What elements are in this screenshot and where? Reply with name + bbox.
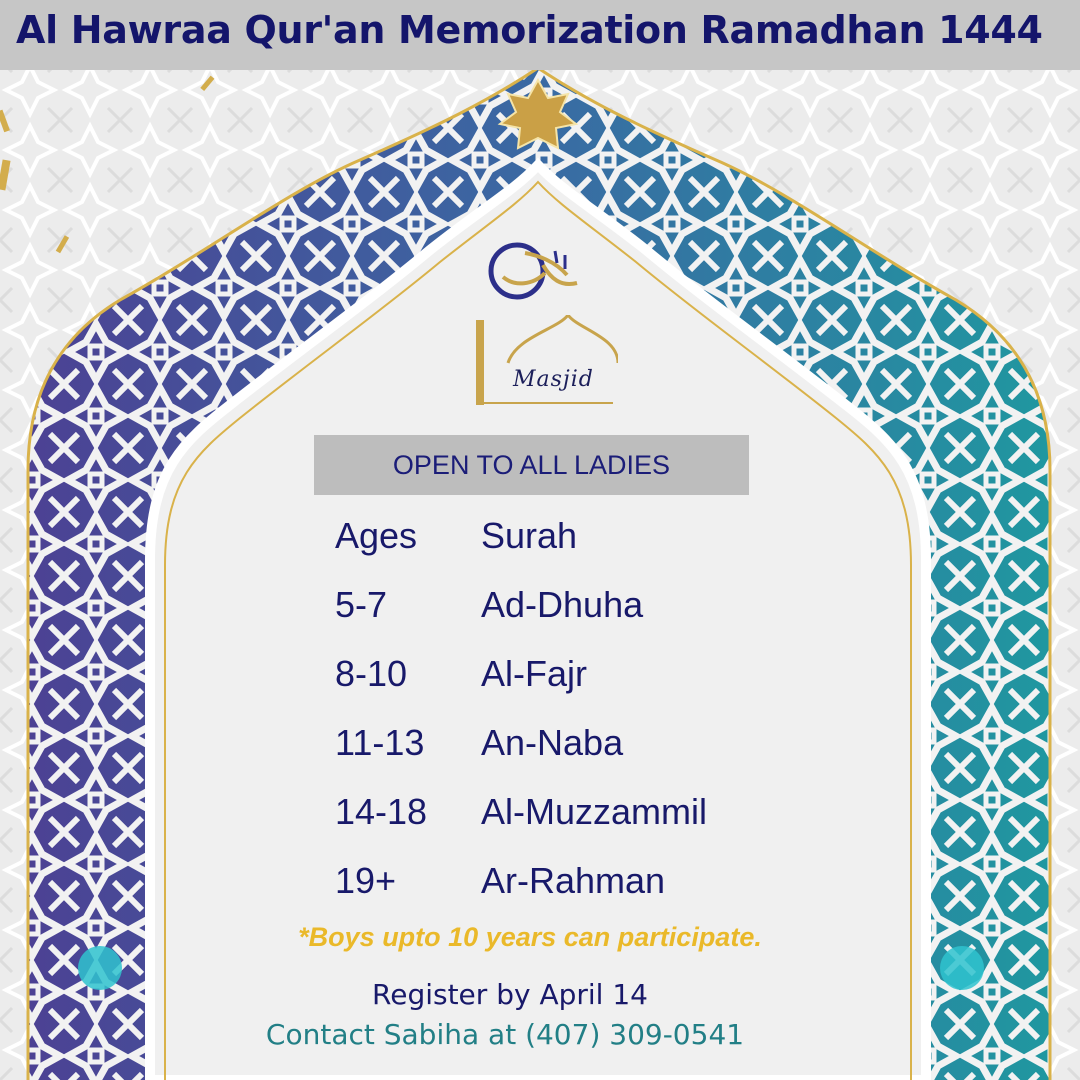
- banner-label: OPEN TO ALL LADIES: [392, 450, 671, 480]
- table-row: [335, 860, 805, 910]
- surah-cell: An-Naba: [481, 722, 624, 763]
- page-title: Al Hawraa Qur'an Memorization Ramadhan 1444: [16, 8, 1043, 52]
- surah-cell: Ad-Dhuha: [481, 584, 644, 625]
- table-row: [335, 722, 805, 772]
- table-row: [335, 584, 805, 634]
- ages-header: Ages: [335, 515, 418, 556]
- table-header-row: [335, 515, 805, 565]
- table-row: [335, 791, 805, 841]
- table-row: [335, 653, 805, 703]
- surah-cell: Ar-Rahman: [481, 860, 666, 901]
- contact-info: Contact Sabiha at (407) 309-0541: [265, 1018, 745, 1051]
- boys-eligibility-note: *Boys upto 10 years can participate.: [298, 922, 762, 952]
- ramadan-kareem-calligraphy-logo: [485, 235, 585, 305]
- open-to-all-ladies-banner: [314, 435, 749, 495]
- age-cell: 8-10: [335, 653, 408, 694]
- masjid-logo-text: Masjid: [513, 367, 594, 392]
- surah-cell: Al-Muzzammil: [481, 791, 708, 832]
- age-cell: 11-13: [335, 722, 425, 763]
- age-cell: 19+: [335, 860, 397, 901]
- masjid-logo: [468, 315, 618, 410]
- age-cell: 5-7: [335, 584, 388, 625]
- surah-cell: Al-Fajr: [481, 653, 587, 694]
- age-cell: 14-18: [335, 791, 428, 832]
- surah-header: Surah: [481, 515, 578, 556]
- registration-deadline: Register by April 14: [372, 978, 648, 1011]
